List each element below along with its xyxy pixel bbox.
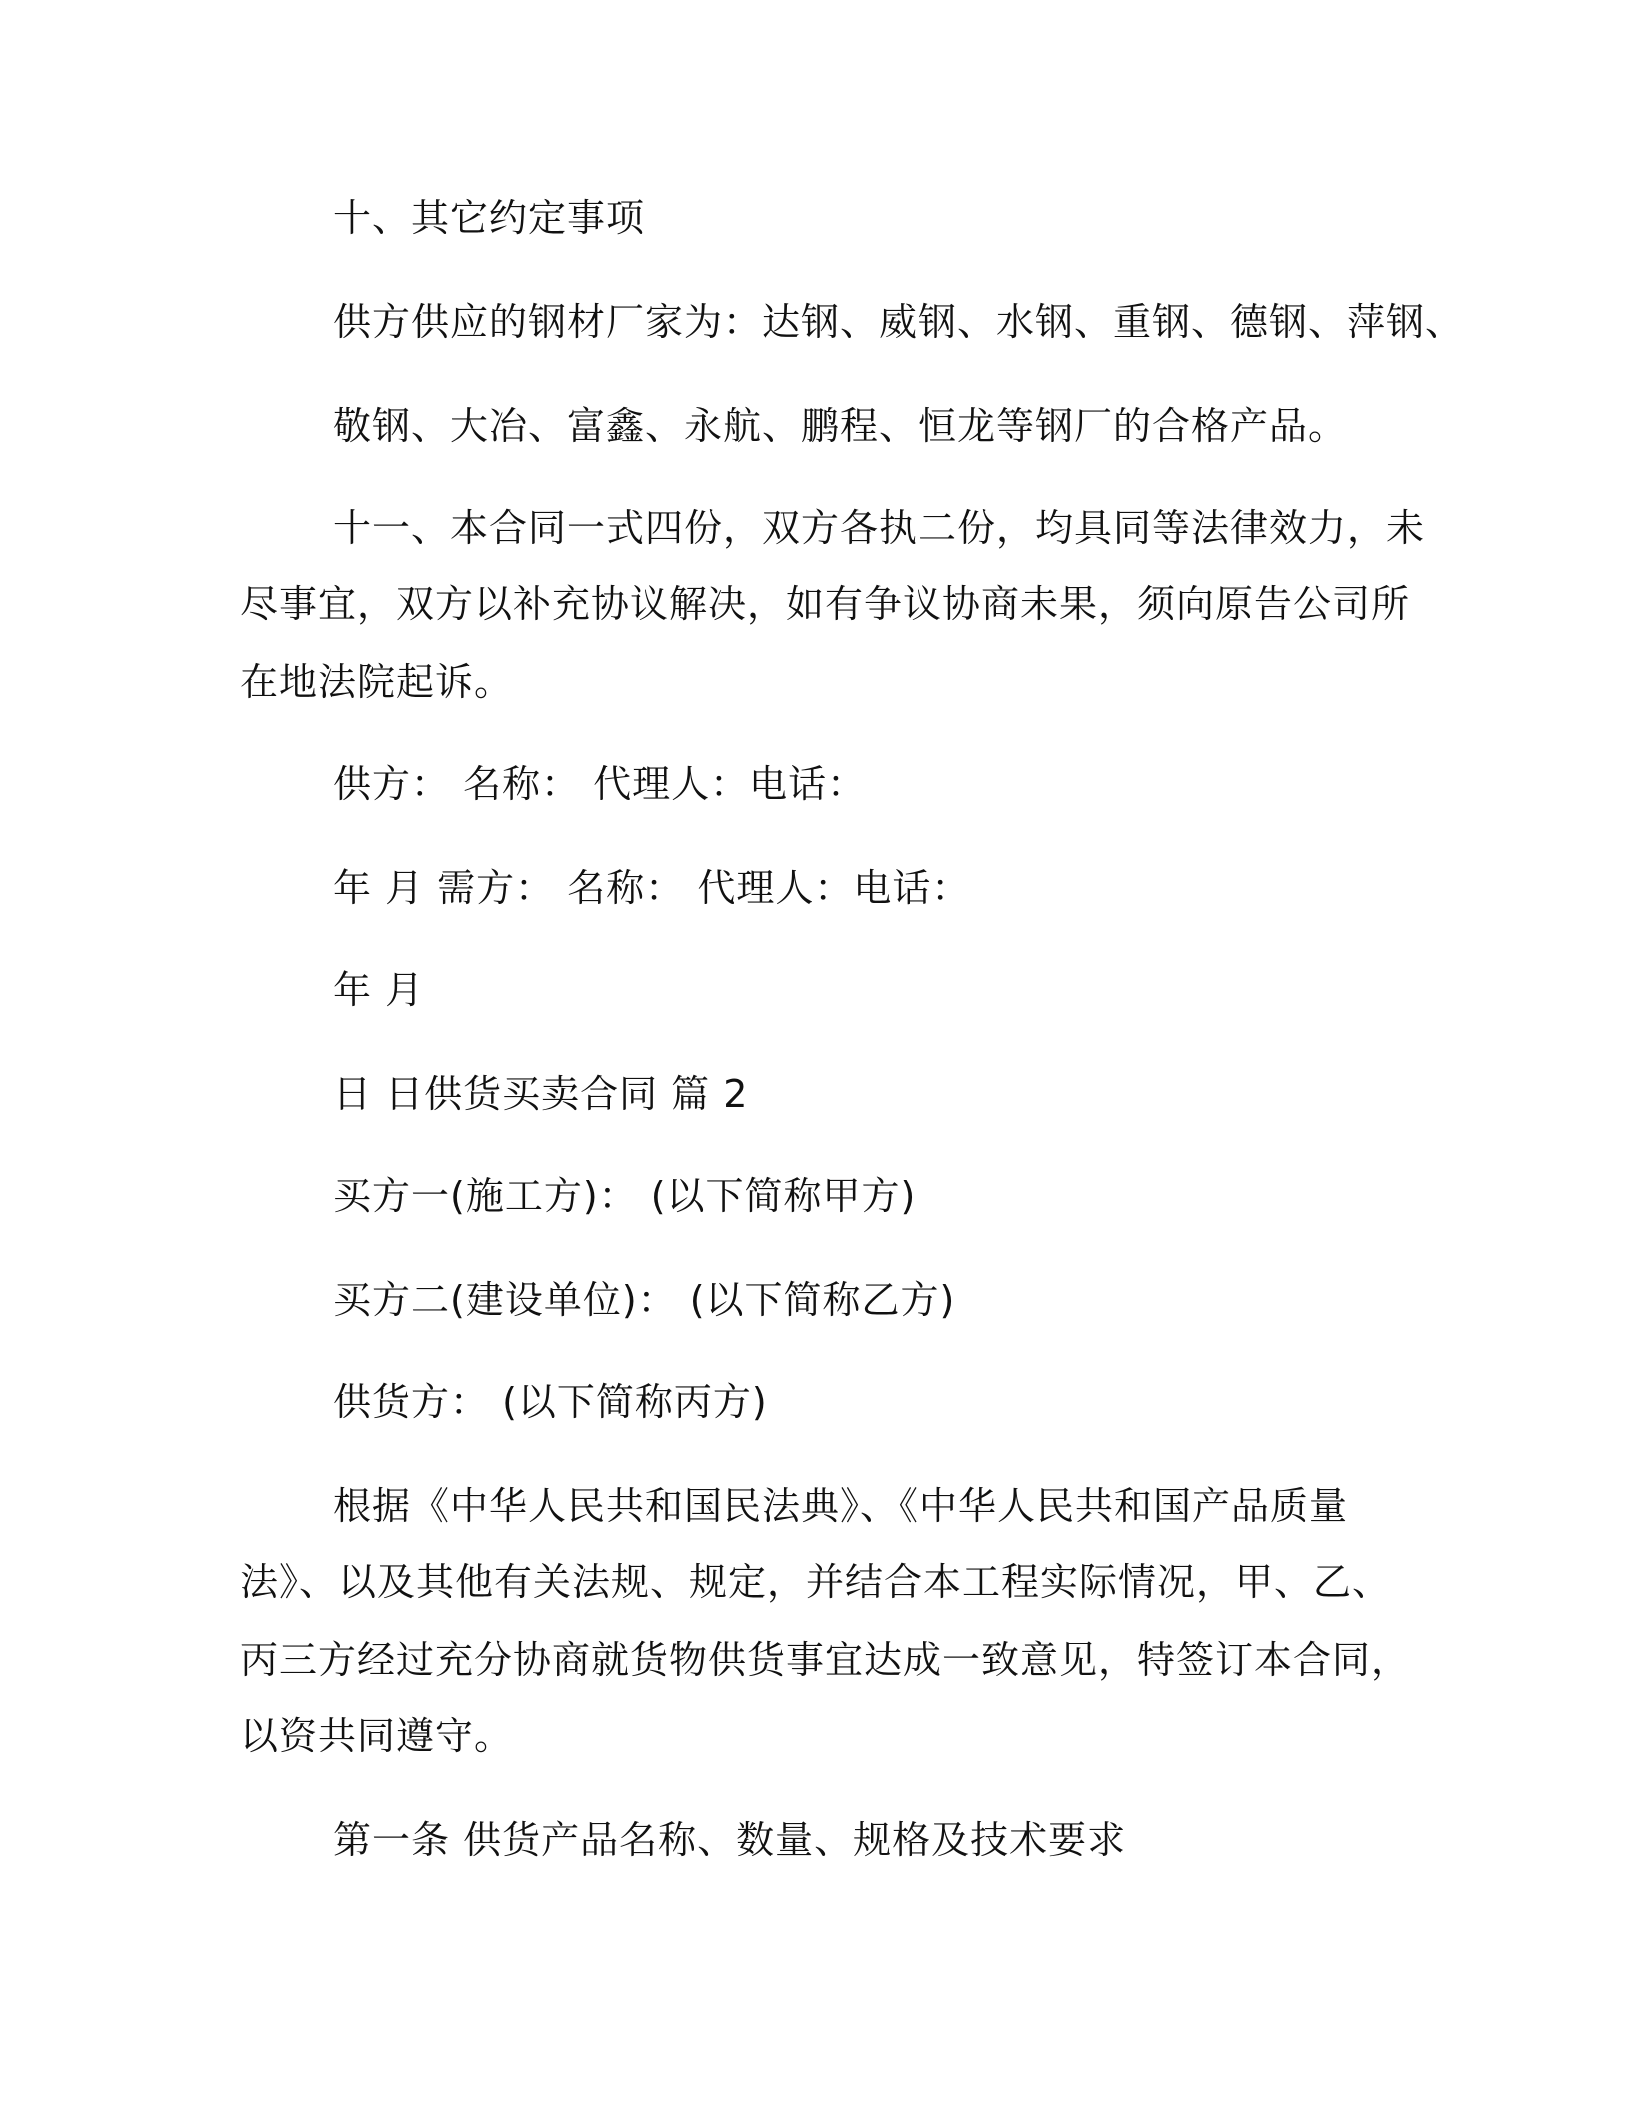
paragraph-line: 丙三方经过充分协商就货物供货事宜达成一致意见，特签订本合同， bbox=[240, 1638, 1411, 1682]
date-line: 年 月 bbox=[333, 968, 425, 1012]
paragraph-line: 法》、以及其他有关法规、规定，并结合本工程实际情况，甲、乙、 bbox=[240, 1560, 1392, 1604]
signature-line-buyer: 年 月 需方： 名称： 代理人：电话： bbox=[333, 866, 971, 910]
contract-title-line: 日 日供货买卖合同 篇 2 bbox=[333, 1072, 749, 1116]
party-buyer-one: 买方一(施工方)： (以下简称甲方) bbox=[333, 1174, 917, 1218]
article-one-heading: 第一条 供货产品名称、数量、规格及技术要求 bbox=[333, 1818, 1127, 1862]
party-buyer-two: 买方二(建设单位)： (以下简称乙方) bbox=[333, 1278, 956, 1322]
paragraph-line: 敬钢、大冶、富鑫、永航、鹏程、恒龙等钢厂的合格产品。 bbox=[333, 404, 1348, 448]
paragraph-line: 根据《中华人民共和国民法典》、《中华人民共和国产品质量 bbox=[333, 1484, 1349, 1528]
paragraph-line: 十一、本合同一式四份，双方各执二份，均具同等法律效力，未 bbox=[333, 506, 1426, 550]
paragraph-line: 供方供应的钢材厂家为：达钢、威钢、水钢、重钢、德钢、萍钢、 bbox=[333, 300, 1465, 344]
paragraph-line: 尽事宜，双方以补充协议解决，如有争议协商未果，须向原告公司所 bbox=[240, 582, 1411, 626]
party-supplier: 供货方： (以下简称丙方) bbox=[333, 1380, 768, 1424]
paragraph-line: 在地法院起诉。 bbox=[240, 660, 514, 704]
section-heading-other-matters: 十、其它约定事项 bbox=[333, 196, 646, 240]
signature-line-supplier: 供方： 名称： 代理人：电话： bbox=[333, 762, 867, 806]
paragraph-line: 以资共同遵守。 bbox=[240, 1714, 514, 1758]
